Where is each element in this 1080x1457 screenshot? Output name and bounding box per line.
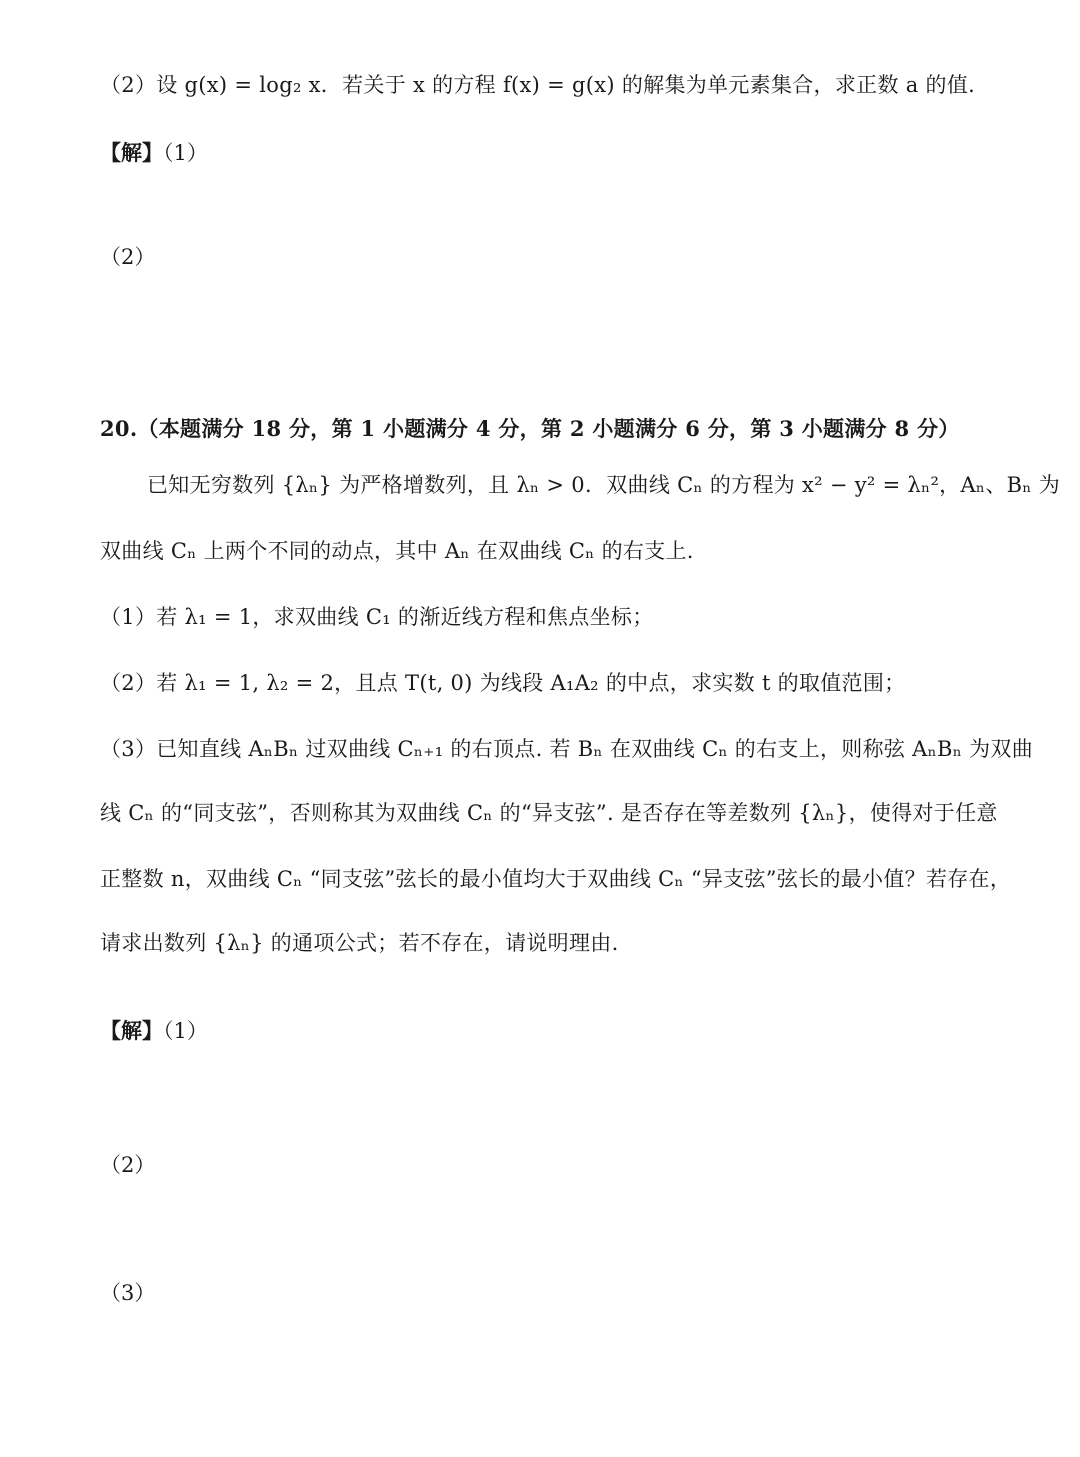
q19-solution-part1	[100, 138, 208, 168]
q19-solution-part2: （2）	[100, 245, 156, 269]
q20-header: 20.（本题满分 18 分，第 1 小题满分 4 分，第 2 小题满分 6 分，第 3 小题满分 8 分）	[100, 416, 960, 441]
solution-part1-label: （1）	[163, 1019, 208, 1043]
q20-part3-line4: 请求出数列 {λₙ} 的通项公式；若不存在，请说明理由.	[100, 931, 619, 955]
q20-stem-line1: 已知无穷数列 {λₙ} 为严格增数列，且 λₙ > 0．双曲线 Cₙ 的方程为 x² − y² = λₙ²，Aₙ、Bₙ 为	[147, 473, 1061, 497]
q20-part3-line2: 线 Cₙ 的“同支弦”，否则称其为双曲线 Cₙ 的“异支弦”. 是否存在等差数列 {λₙ}，使得对于任意	[100, 801, 998, 825]
solution-label: 【解】	[100, 1018, 163, 1043]
q19-part2-text: （2）设 g(x) = log₂ x．若关于 x 的方程 f(x) = g(x) 的解集为单元素集合，求正数 a 的值.	[100, 73, 976, 97]
q20-solution-part2: （2）	[100, 1153, 156, 1177]
q20-solution-part3: （3）	[100, 1281, 156, 1305]
q20-part1: （1）若 λ₁ = 1，求双曲线 C₁ 的渐近线方程和焦点坐标；	[100, 605, 654, 629]
q20-solution-part1	[100, 1016, 208, 1046]
q20-part2: （2）若 λ₁ = 1, λ₂ = 2，且点 T(t, 0) 为线段 A₁A₂ 的中点，求实数 t 的取值范围；	[100, 671, 906, 695]
q20-part3-line3: 正整数 n，双曲线 Cₙ “同支弦”弦长的最小值均大于双曲线 Cₙ “异支弦”弦长的最小值？若存在，	[100, 867, 1012, 891]
q20-stem-line2: 双曲线 Cₙ 上两个不同的动点，其中 Aₙ 在双曲线 Cₙ 的右支上.	[100, 539, 694, 563]
q20-part3-line1: （3）已知直线 AₙBₙ 过双曲线 Cₙ₊₁ 的右顶点. 若 Bₙ 在双曲线 Cₙ 的右支上，则称弦 AₙBₙ 为双曲	[100, 737, 1034, 761]
solution-label: 【解】	[100, 140, 163, 165]
solution-part1-label: （1）	[163, 141, 208, 165]
